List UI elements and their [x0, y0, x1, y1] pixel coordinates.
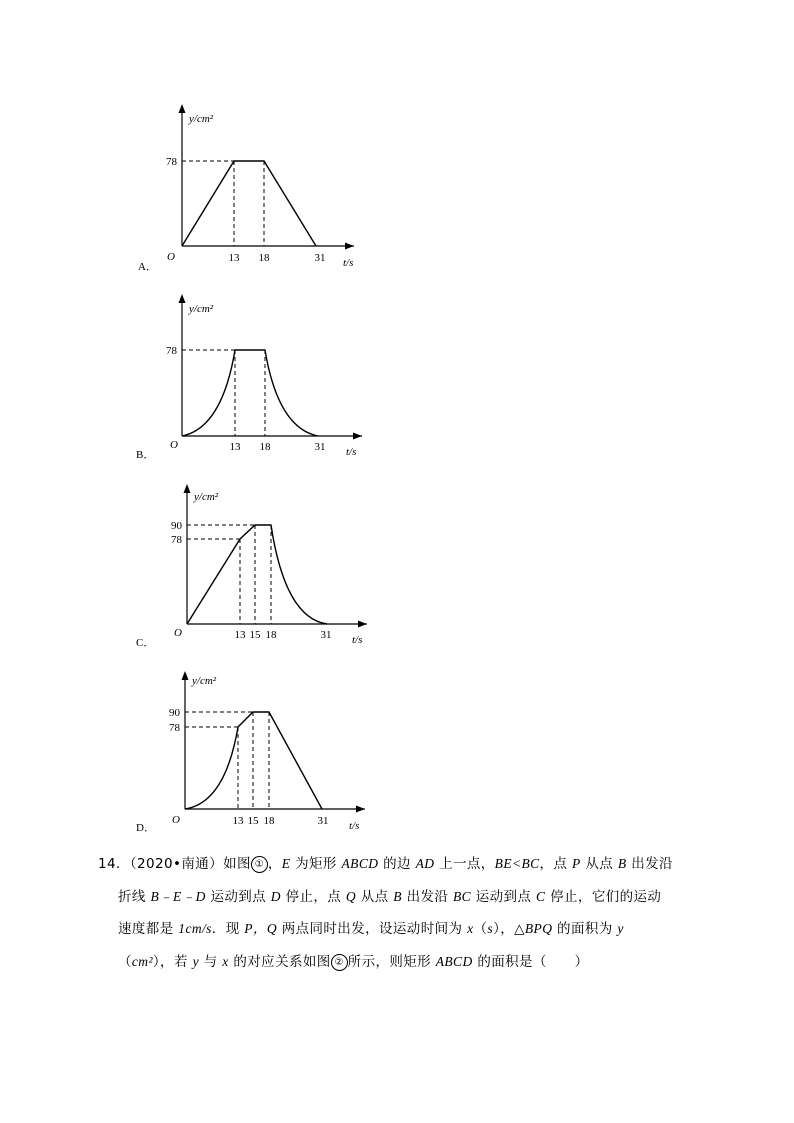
text: 出发沿 [626, 856, 673, 872]
x-axis-label: t/s [349, 820, 360, 832]
math-var: ABCD [341, 856, 379, 871]
x-tick-18: 18 [259, 441, 271, 453]
x-axis-arrow-icon [356, 806, 365, 813]
text: （ [118, 953, 132, 970]
text: ．现 [211, 921, 245, 937]
math-var: Q [345, 888, 357, 904]
y-tick-90: 90 [169, 707, 180, 719]
math-var: B [617, 856, 627, 871]
text: 的边 [378, 856, 416, 872]
text: 所示，则矩形 [347, 953, 436, 970]
option-a-graph [130, 100, 390, 280]
option-label: D． [136, 822, 155, 834]
circled-two: ② [331, 954, 348, 971]
text: 停止，它们的运动 [545, 888, 662, 905]
math-var: BC [452, 888, 472, 904]
text: 两点同时出发，设运动时间为 [277, 921, 468, 937]
option-c-graph [130, 476, 390, 656]
x-axis-arrow-icon [353, 433, 362, 440]
y-axis-label: y/cm² [192, 675, 217, 687]
option-b-chart [130, 288, 390, 468]
x-axis-label: t/s [343, 257, 354, 269]
math-var: P [572, 856, 581, 871]
text: 的面积为 [552, 921, 618, 937]
x-tick-13: 13 [232, 815, 244, 827]
text: 从点 [580, 856, 618, 872]
text: （ [473, 921, 488, 937]
math-var: AD [415, 856, 435, 871]
y-axis-label: y/cm² [189, 303, 214, 315]
math-var: s [487, 921, 494, 936]
y-axis-label: y/cm² [194, 491, 219, 503]
math-var: C [536, 888, 546, 904]
math-var: x [467, 921, 474, 936]
text: 运动到点 [205, 888, 271, 905]
text: ， [267, 856, 282, 872]
x-axis-label: t/s [352, 634, 363, 646]
y-tick-78: 78 [166, 156, 177, 168]
question-line-3 [98, 913, 688, 946]
x-tick-18: 18 [263, 815, 275, 827]
text: 出发沿 [401, 888, 453, 905]
math-var: D [270, 888, 281, 904]
x-axis-label: t/s [346, 446, 357, 458]
text: 从点 [356, 888, 394, 905]
math-var: y [192, 953, 199, 969]
math-var: ABCD [435, 953, 473, 969]
x-axis-arrow-icon [345, 243, 354, 250]
question-line-2 [98, 881, 688, 914]
text: 停止，点 [280, 888, 346, 905]
text: 速度都是 [118, 921, 179, 937]
y-tick-78: 78 [169, 722, 180, 734]
x-tick-13: 13 [228, 252, 240, 264]
origin-label: O [170, 439, 178, 451]
math-var: B﹣E﹣D [150, 888, 206, 904]
x-tick-18: 18 [258, 252, 270, 264]
option-d-graph [130, 663, 390, 843]
math-var: B [393, 888, 402, 904]
x-tick-15: 15 [247, 815, 259, 827]
text: 的对应关系如图 [228, 953, 331, 970]
question-14 [98, 848, 688, 978]
y-tick-78: 78 [171, 534, 182, 546]
y-axis-arrow-icon [179, 294, 186, 303]
option-label: C． [136, 637, 155, 649]
y-axis-label: y/cm² [189, 113, 214, 125]
y-axis-arrow-icon [179, 104, 186, 113]
x-tick-15: 15 [249, 629, 261, 641]
math-var: BPQ [524, 921, 553, 936]
option-a-chart [130, 100, 390, 280]
math-var: y [617, 921, 624, 936]
text: 折线 [118, 888, 151, 905]
text: 与 [198, 953, 223, 970]
graph-line [187, 525, 327, 624]
y-tick-78: 78 [166, 345, 177, 357]
x-tick-31: 31 [314, 252, 326, 264]
math-var: x [222, 953, 229, 969]
option-b-graph [130, 288, 390, 468]
y-tick-90: 90 [171, 520, 182, 532]
x-tick-18: 18 [265, 629, 277, 641]
y-axis-arrow-icon [182, 671, 189, 680]
question-line-1 [98, 848, 688, 881]
text: 如图 [223, 856, 251, 872]
text: 为矩形 [290, 856, 342, 872]
math-var: P，Q [244, 921, 277, 936]
question-number: 14． [98, 856, 130, 872]
math-var: E [281, 856, 291, 871]
option-label: A． [138, 261, 157, 273]
math-var: BE<BC [494, 856, 540, 871]
math-var: 1cm/s [178, 921, 212, 936]
text: 运动到点 [471, 888, 537, 905]
origin-label: O [172, 814, 180, 826]
text: 上一点， [434, 856, 495, 872]
option-label: B． [136, 449, 155, 461]
x-axis-arrow-icon [358, 621, 367, 628]
option-d-chart [130, 663, 390, 843]
math-var: cm² [131, 953, 153, 969]
text: ），若 [152, 953, 193, 970]
text: 的面积是（ ） [472, 953, 589, 970]
origin-label: O [167, 251, 175, 263]
x-tick-31: 31 [320, 629, 332, 641]
text: ），△ [493, 921, 525, 937]
x-tick-13: 13 [229, 441, 241, 453]
x-tick-31: 31 [314, 441, 326, 453]
origin-label: O [174, 627, 182, 639]
graph-line [182, 161, 316, 246]
y-axis-arrow-icon [184, 484, 191, 493]
option-c-chart [130, 476, 390, 656]
graph-line [182, 350, 318, 436]
x-tick-13: 13 [234, 629, 246, 641]
question-source: （2020•南通） [129, 856, 224, 872]
x-tick-31: 31 [317, 815, 329, 827]
text: ，点 [539, 856, 573, 872]
circled-one: ① [251, 856, 268, 873]
question-line-4 [98, 946, 688, 979]
